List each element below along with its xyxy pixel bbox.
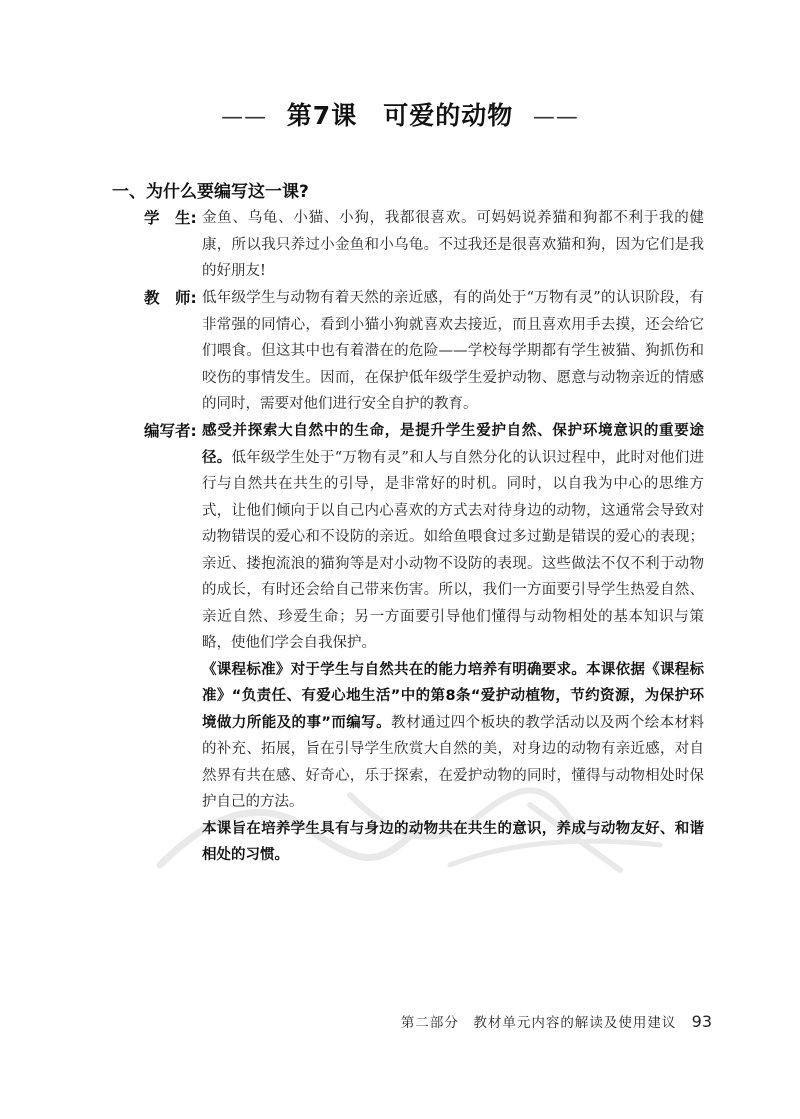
editor-p2-body: 教材通过四个板块的教学活动以及两个绘本材料的补充、拓展，旨在引导学生欣赏大自然的美，对身边的动物有亲近感，对自然界有共在感、好奇心，乐于探索，在爱护动物的同时，懂得与动物相处时保护自己的方法。 [202, 714, 705, 810]
lesson-title [0, 96, 800, 132]
student-label: 学 生: [144, 209, 197, 227]
title-dash-right: —— [532, 105, 579, 130]
editor-p1-emphasis: 感受并探索大自然中的生命，是提升学生爱护自然、保护环境意识的重要途径。 [202, 423, 704, 466]
editor-dialogue [144, 418, 704, 869]
title-dash-left: —— [221, 105, 268, 130]
teacher-label: 教 师: [144, 289, 197, 307]
footer-section-title: 第二部分 教材单元内容的解读及使用建议 [400, 1015, 677, 1031]
teacher-text: 低年级学生与动物有着天然的亲近感，有的尚处于“万物有灵”的认识阶段，有非常强的同情心，看到小猫小狗就喜欢去接近，而且喜欢用手去摸，还会给它们喂食。但这其中也有着潜在的危险——学校每学期都有学生被猫、狗抓伤和咬伤的事情发生。因而，在保护低年级学生爱护动物、愿意与动物亲近的情感的同时，需要对他们进行安全自护的教育。 [202, 290, 704, 412]
editor-paragraph-1 [202, 418, 704, 657]
editor-p2-emphasis: 《课程标准》对于学生与自然共在的能力培养有明确要求。本课依据《课程标准》“负责任、有爱心地生活”中的第8条“爱护动植物，节约资源，为保护环境做力所能及的事”而编写。 [202, 661, 704, 731]
student-dialogue [144, 205, 704, 285]
section-heading: 一、为什么要编写这一课? [112, 182, 309, 202]
teacher-dialogue [144, 285, 704, 418]
student-text: 金鱼、乌龟、小猫、小狗，我都很喜欢。可妈妈说养猫和狗都不利于我的健康，所以我只养过小金鱼和小乌龟。不过我还是很喜欢猫和狗，因为它们是我的好朋友! [202, 210, 704, 279]
editor-paragraph-3: 本课旨在培养学生具有与身边的动物共在共生的意识，养成与动物友好、和谐相处的习惯。 [202, 820, 704, 863]
editor-label: 编写者: [144, 422, 197, 440]
page-footer [0, 1011, 712, 1031]
page-number: 93 [691, 1012, 712, 1031]
lesson-title-text: 第7课 可爱的动物 [286, 101, 514, 130]
editor-p1-body: 低年级学生处于“万物有灵”和人与自然分化的认识过程中，此时对他们进行与自然共在共生的引导，是非常好的时机。同时，以自我为中心的思维方式，让他们倾向于以自己内心喜欢的方式去对待身边的动物，这通常会导致对动物错误的爱心和不设防的亲近。如给鱼喂食过多过勤是错误的爱心的表现；亲近、搂抱流浪的猫狗等是对小动物不设防的表现。这些做法不仅不利于动物的成长，有时还会给自己带来伤害。所以，我们一方面要引导学生热爱自然、亲近自然、珍爱生命；另一方面要引导他们懂得与动物相处的基本知识与策略，使他们学会自我保护。 [202, 449, 705, 651]
editor-paragraph-2 [202, 657, 704, 816]
